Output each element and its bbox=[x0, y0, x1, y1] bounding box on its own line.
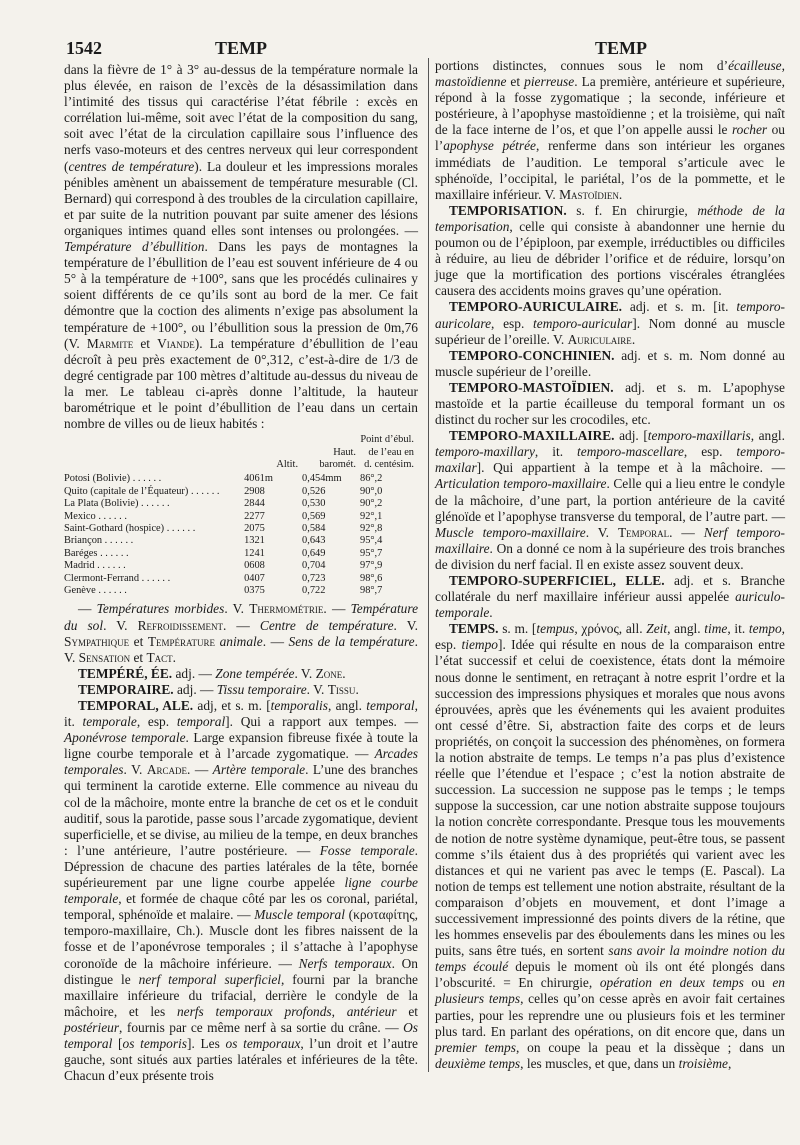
value-cell: 0,722 bbox=[302, 585, 326, 597]
text-run: , les muscles, et que, dans un bbox=[520, 1055, 679, 1071]
value-cell: 2075 bbox=[244, 523, 265, 534]
text-run: , angl. bbox=[750, 428, 785, 444]
text-run: tempo bbox=[748, 621, 782, 637]
text-run: temporo-maxillary bbox=[435, 444, 535, 460]
text-run: et bbox=[130, 649, 147, 665]
text-run: , l’un droit et l’autre gauche, sont situés aux parties latérales et inférieures de la tête. Chacun d’eux présente trois bbox=[64, 1035, 418, 1084]
text-run: temporo-auricolare bbox=[435, 299, 785, 331]
value-cell: 0,643 bbox=[302, 535, 326, 547]
text-run: . V. bbox=[123, 762, 147, 778]
table-row bbox=[64, 486, 418, 498]
text-run: , esp. bbox=[491, 315, 534, 331]
value-cell: 0,649 bbox=[302, 547, 326, 559]
text-run: TEMPORAL, ALE. bbox=[78, 698, 194, 713]
text-run: , bbox=[781, 58, 785, 73]
text-run: , fourni par la branche maxillaire inférieure du trifacial, derrière le condyle de la mâchoire, et les bbox=[64, 971, 418, 1019]
text-run: Fosse temporale bbox=[319, 842, 415, 858]
value-cell: 95°,4 bbox=[360, 535, 383, 547]
text-run: ]. Nom donné au muscle supérieur de l’oreille. V. bbox=[435, 315, 785, 347]
text-run: ou l’ bbox=[435, 122, 785, 154]
value-cell: 0407 bbox=[244, 572, 265, 584]
city-cell: Saint-Gothard (hospice) . . . . . . bbox=[64, 523, 196, 534]
text-run: , it. bbox=[727, 621, 749, 637]
text-run: TEMPORO-SUPERFICIEL, ELLE. bbox=[449, 573, 665, 588]
text-run: , angl. bbox=[327, 698, 367, 713]
text-run: Tissu temporaire bbox=[216, 681, 307, 697]
table-row bbox=[64, 523, 418, 535]
text-run: rocher bbox=[731, 122, 768, 138]
table-row bbox=[64, 511, 418, 523]
text-run: , esp. bbox=[435, 621, 786, 653]
text-run: adj. [ bbox=[614, 428, 648, 444]
text-run: . bbox=[618, 186, 623, 202]
text-run: . V. bbox=[393, 617, 418, 633]
text-run: , it. bbox=[534, 444, 578, 460]
value-cell: 1321 bbox=[244, 535, 265, 547]
text-run: Sympathique bbox=[64, 633, 130, 649]
text-run: . V. bbox=[294, 665, 316, 681]
text-run: nerfs temporaux profonds bbox=[176, 1003, 332, 1019]
paragraph bbox=[435, 203, 785, 300]
text-run: adj. et s. m. [it. bbox=[621, 299, 737, 315]
right-column bbox=[428, 58, 785, 1072]
text-run: adj. — bbox=[172, 665, 216, 681]
text-run: Température bbox=[147, 633, 216, 649]
value-cell: 0,584 bbox=[302, 523, 326, 534]
text-run: tiempo bbox=[461, 637, 498, 653]
paragraph bbox=[64, 601, 418, 665]
left-column-top-text bbox=[64, 62, 418, 432]
text-run: Température d’ébullition bbox=[64, 239, 205, 255]
text-run: , renferme dans son intérieur les organes immédiats de l’audition. Le temporal s’articule avec le sphénoïde, l’occipital, le pariétal, l’os de la pommette, et le maxillaire inférieur. V. bbox=[435, 138, 785, 202]
text-run: adj. et s. Branche collatérale du nerf maxillaire inférieur aussi appelée bbox=[435, 573, 785, 605]
text-run: Muscle temporo-maxillaire bbox=[435, 524, 586, 540]
value-cell: 2908 bbox=[244, 485, 265, 497]
text-run: ]. Idée qui résulte en nous de la comparaison entre l’état successif et celui de coexistence, états dont la mémoire nous donne le sentiment, en retraçant à notre esprit l’ordre et la succession des impressions physiques et morales que nous avons éprouvées, après que les événements qui les avaient produites ont cessé d’être. Si, abstraction faite des corps et de leurs propriétés, on conçoit la succession des phénomènes, on formera la notion abstraite de temps. Le temps n’a pas plus d’existence réelle que l’étendue et l’espace ; c’est la notion abstraite de succession. La succession ne suppose pas le temps ; le temps suppose la succession, car une notion abstraite suppose toujours la notion concrète correspondante. Presque tous les mouvements de notion de notre système dynamique, peut-être tous, se passent comme s’ils étaient dus à des propriétés qui varient avec les distances et qui ne varient pas avec le temps (E. Pascal). La notion de temps est tellement une notion abstraite, résultant de la comparaison d’objets en mouvement, et dont l’image a successivement impressionné des points divers de la rétine, que les hommes ensevelis par des éboulements dans les mines ou les puits, sans être tués, en sortent bbox=[435, 637, 786, 959]
text-run: apophyse pétrée bbox=[443, 138, 536, 154]
city-cell: La Plata (Bolivie) . . . . . . bbox=[64, 498, 170, 510]
text-run: Refroidissement bbox=[137, 617, 224, 633]
text-run: time bbox=[704, 621, 728, 637]
text-run: . La première, antérieure et supérieure, répond à la fosse zygomatique ; la seconde, inférieure et postérieure, à l’apophyse mastoïdienne ; et la troisième, qui naît de la face interne de l’os, et que l’on appelle aussi le bbox=[435, 74, 786, 138]
text-run: , on coupe la peau et la dissèque ; dans un bbox=[515, 1039, 785, 1055]
text-run: . — bbox=[323, 601, 351, 617]
text-run: temporo-maxillaris bbox=[647, 428, 751, 444]
text-run: Os temporal bbox=[64, 1019, 418, 1051]
table-row bbox=[64, 585, 418, 597]
value-cell: 92°,8 bbox=[360, 523, 383, 534]
text-run: postérieur bbox=[64, 1019, 120, 1035]
text-run: Artère temporale bbox=[212, 762, 306, 778]
city-cell: Clermont-Ferrand . . . . . . bbox=[64, 572, 171, 584]
text-run: ). La douleur et les impressions morales pénibles amènent un abaissement de température mesurable (Cl. Bernard) qui correspond à des troubles de la circulation capillaire, et par suite de la nutrition pouvant par suite amener des lésions organiques intimes quand elles sont intenses ou prolongées. — bbox=[64, 158, 418, 238]
paragraph bbox=[435, 58, 785, 203]
text-run: , bbox=[727, 1055, 732, 1071]
text-run: premier temps bbox=[435, 1039, 516, 1055]
text-run: temporale bbox=[82, 714, 137, 730]
text-run: . Celle qui a lieu entre le condyle de la mâchoire, d’une part, la portion antérieure de la cavité glénoïde et l’apophyse transverse du temporal, de l’autre part. — bbox=[435, 476, 785, 524]
value-cell: 0,723 bbox=[302, 572, 326, 584]
value-cell: 0,454mm bbox=[302, 473, 342, 485]
running-head-right: TEMP bbox=[595, 38, 647, 58]
left-column-bottom-text bbox=[64, 601, 418, 1084]
table-header: Point d’ébul. de l’eau en d. centésim. bbox=[360, 434, 414, 470]
paragraph bbox=[64, 698, 418, 1084]
text-run: opération en deux temps bbox=[599, 975, 744, 991]
text-run: Viande bbox=[157, 335, 195, 351]
text-run: ligne courbe temporale bbox=[64, 875, 418, 907]
table-row bbox=[64, 560, 418, 572]
table-row bbox=[64, 498, 418, 510]
text-run: , fournis par ce même nerf à sa sortie du crâne. — bbox=[119, 1019, 404, 1035]
text-run: . Dans les pays de montagnes la température de l’ébullition de l’eau est souvent inférieure de 4 ou 5° à la température de +100°, sans que les procédés culinaires y soient différents de ce qu’ils sont au bord de la mer. Ce fait démontre que la coction des aliments n’exige pas absolument la température de +100°, ou l’ébullition sous la pression de 0m,76 (V. bbox=[64, 239, 418, 351]
value-cell: 86°,2 bbox=[360, 473, 383, 485]
text-run: TEMPORISATION. bbox=[449, 202, 567, 218]
text-run: Marmite bbox=[86, 335, 134, 351]
text-run: TEMPORO-CONCHINIEN. bbox=[449, 347, 615, 363]
text-run: temporal bbox=[366, 698, 415, 713]
text-run: Zeit bbox=[646, 621, 668, 637]
text-run: et bbox=[133, 335, 158, 351]
table-header-row bbox=[64, 434, 418, 473]
text-run: depuis le moment où ils ont été plongés dans l’obscurité. = En chirurgie, bbox=[435, 959, 785, 991]
text-run: TEMPS. bbox=[449, 621, 499, 637]
paragraph bbox=[435, 621, 785, 1072]
text-run: TEMPORAIRE. bbox=[78, 681, 174, 697]
text-run: ou bbox=[743, 975, 773, 991]
text-run: , angl. bbox=[667, 621, 705, 637]
text-run: Zone bbox=[315, 665, 343, 681]
text-run: centres de température bbox=[68, 158, 195, 174]
text-run: et bbox=[506, 74, 525, 90]
right-column-text bbox=[435, 58, 785, 1072]
text-run: . bbox=[355, 681, 359, 697]
text-run: ]. Qui appartient à la tempe et à la mâchoire. — bbox=[476, 460, 785, 476]
text-run: portions distinctes, connues sous le nom d’ bbox=[435, 58, 729, 73]
left-column bbox=[64, 62, 418, 1084]
text-run: adj. et s. m. L’apophyse mastoïde et la partie écailleuse du temporal formant un os distinct du rocher sur les crocodiles, etc. bbox=[435, 379, 785, 428]
text-run: . — bbox=[223, 617, 260, 633]
text-run: en plusieurs temps bbox=[435, 975, 785, 1007]
value-cell: 4061m bbox=[244, 473, 273, 485]
text-run: . V. bbox=[306, 681, 328, 697]
text-run: . V. bbox=[64, 633, 418, 665]
text-run: Temporal bbox=[617, 524, 670, 540]
text-run: temporo-maxilar bbox=[435, 444, 785, 476]
running-head-left: TEMP bbox=[215, 38, 267, 58]
text-run: et bbox=[129, 633, 148, 649]
text-run: . bbox=[631, 331, 636, 347]
paragraph bbox=[64, 666, 418, 682]
text-run: Tissu bbox=[327, 681, 356, 697]
text-run: , celle qui consiste à abandonner une hernie du poumon ou de l’épiploon, par exemple, irréductibles ou difficiles à réduire, au lieu de débrider l’orifice et de réduire, lorsqu’on juge que la mortification des portions viscérales étranglées causera des accidents moins graves qu’une opération. bbox=[435, 218, 785, 299]
text-run: temporo-mascellare bbox=[577, 444, 684, 460]
text-run: Articulation temporo-maxillaire bbox=[435, 476, 607, 492]
text-run: troisième bbox=[678, 1055, 728, 1071]
text-run: mastoïdienne bbox=[435, 74, 507, 90]
text-run: ). La température d’ébullition de l’eau décroît à peu près exactement de 0°,312, c’est-à-dire de 1/3 de degré centigrade par 100 mètres d’altitude au-dessus du niveau de la mer. Le tableau ci-après donne l’altitude, la hauteur barométrique et le point d’ébullition de l’eau dans un certain nombre de villes ou de lieux habités : bbox=[64, 335, 418, 432]
table-row bbox=[64, 548, 418, 560]
text-run: . bbox=[489, 605, 493, 621]
value-cell: 0,526 bbox=[302, 485, 326, 497]
table-row bbox=[64, 535, 418, 547]
text-run: Zone tempérée bbox=[215, 665, 295, 681]
text-run: , esp. bbox=[683, 444, 737, 460]
text-run: Thermométrie bbox=[249, 601, 324, 617]
city-cell: Genève . . . . . . bbox=[64, 585, 127, 597]
value-cell: 2844 bbox=[244, 498, 265, 510]
paragraph bbox=[435, 299, 785, 347]
value-cell: 0,530 bbox=[302, 498, 326, 510]
text-run: auriculo-temporale bbox=[435, 589, 785, 621]
text-run: sans avoir la moindre notion du temps écoulé bbox=[435, 943, 785, 975]
text-run: Arcades temporales bbox=[64, 746, 418, 778]
text-run: . On distingue le bbox=[64, 955, 419, 987]
text-run: temporo-auricular bbox=[533, 315, 633, 331]
table-row bbox=[64, 573, 418, 585]
text-run: , et formée de chaque côté par les os coronal, pariétal, temporal, sphénoïde et malaire. — bbox=[64, 891, 418, 923]
text-run: TEMPÉRÉ, ÉE. bbox=[78, 665, 173, 681]
text-run: os temporaux bbox=[225, 1035, 301, 1051]
text-run: dans la fièvre de 1° à 3° au-dessus de la température normale la plus élevée, en raison de l’excès de la désassimilation dans l’intimité des tissus qui caractérise l’état fébrile : excès en corrélation lui-même, soit avec l’état de la composition du sang, soit avec l’état de la circulation capillaire sous l’influence des nerfs vaso-moteurs et des centres nerveux qui leur correspondent ( bbox=[64, 62, 418, 174]
text-run: . — bbox=[187, 762, 213, 778]
paragraph bbox=[435, 380, 785, 428]
text-run: nerf temporal superficiel bbox=[138, 971, 281, 987]
text-run: . V. bbox=[224, 601, 250, 617]
text-run: , it. bbox=[64, 698, 418, 730]
paragraph bbox=[64, 682, 418, 698]
text-run: . bbox=[172, 649, 176, 665]
text-run: . — bbox=[669, 524, 704, 540]
text-run: . Large expansion fibreuse fixée à toute la ligne courbe temporale et à l’arcade zygomatique. — bbox=[64, 730, 419, 762]
city-cell: Quito (capitale de l’Équateur) . . . . . . bbox=[64, 485, 220, 497]
text-run: TEMPORO-MAXILLAIRE. bbox=[449, 428, 615, 444]
value-cell: 98°,6 bbox=[360, 572, 383, 584]
text-run: os temporis bbox=[122, 1035, 187, 1051]
text-run: antérieur bbox=[346, 1003, 397, 1019]
text-run: Centre de température bbox=[259, 617, 394, 633]
text-run: Température du sol bbox=[64, 601, 419, 633]
text-run: ]. Qui a rapport aux tempes. — bbox=[225, 714, 419, 730]
value-cell: 92°,1 bbox=[360, 510, 383, 522]
text-run: méthode de la temporisation bbox=[435, 202, 785, 234]
value-cell: 0,704 bbox=[302, 560, 326, 572]
text-run: deuxième temps bbox=[435, 1055, 521, 1071]
value-cell: 90°,0 bbox=[360, 485, 383, 497]
city-cell: Briançon . . . . . . bbox=[64, 535, 134, 547]
text-run: — bbox=[78, 601, 97, 617]
text-run: [ bbox=[112, 1035, 123, 1051]
text-run: . — bbox=[262, 633, 289, 649]
paragraph bbox=[64, 62, 418, 432]
city-cell: Mexico . . . . . . bbox=[64, 510, 127, 522]
value-cell: 1241 bbox=[244, 547, 265, 559]
text-run: adj, et s. m. [ bbox=[193, 698, 271, 713]
text-run: , χρόνος, all. bbox=[574, 621, 647, 637]
value-cell: 97°,9 bbox=[360, 560, 383, 572]
value-cell: 0375 bbox=[244, 585, 265, 597]
text-run: Nerfs temporaux bbox=[298, 955, 392, 971]
text-run: TEMPORO-AURICULAIRE. bbox=[449, 299, 622, 315]
text-run: animale bbox=[219, 633, 263, 649]
text-run: temporal bbox=[176, 714, 226, 730]
city-cell: Madrid . . . . . . bbox=[64, 560, 126, 572]
table-header: Altit. bbox=[276, 458, 299, 470]
table-row bbox=[64, 473, 418, 485]
value-cell: 95°,7 bbox=[360, 547, 383, 559]
value-cell: 90°,2 bbox=[360, 498, 383, 510]
text-run: temporalis bbox=[270, 698, 328, 713]
text-run: Nerf temporo-maxillaire bbox=[435, 524, 785, 556]
text-run: Aponévrose temporale bbox=[64, 730, 186, 746]
text-run: , celles qu’on cesse après en avoir fait certaines parties, pour les reprendre une ou plusieurs fois et les terminer plus tard. En parlant des opérations, on dit encore que, dans un bbox=[435, 991, 785, 1039]
table-header: Haut. baromét. bbox=[319, 446, 356, 470]
value-cell: 0608 bbox=[244, 560, 265, 572]
text-run: . bbox=[342, 665, 346, 681]
table-header bbox=[64, 434, 244, 473]
text-run: Sens de la température bbox=[288, 633, 415, 649]
boiling-point-table bbox=[64, 434, 418, 597]
text-run: . On a donné ce nom à la supérieure des trois branches de division du nerf facial. Il en existe assez souvent deux. bbox=[435, 540, 785, 572]
text-run: tempus bbox=[536, 621, 575, 637]
text-run: Tact bbox=[146, 649, 173, 665]
text-run: Mastoïdien bbox=[559, 186, 619, 202]
text-run: . L’une des branches qui terminent la carotide externe. Elle commence au niveau du col de la mâchoire, monte entre la branche de cet os et le conduit auditif, sous la parotide, passe sous l’arcade zygomatique, devient superficielle, et se divise, au milieu de la tempe, en deux branches : l’une antérieure, l’autre postérieure. — bbox=[64, 762, 419, 858]
text-run: pierreuse bbox=[524, 74, 575, 90]
text-run: Auriculaire bbox=[567, 331, 632, 347]
text-run: s. f. En chirurgie, bbox=[566, 202, 698, 218]
text-run: écailleuse bbox=[728, 58, 782, 73]
text-run: . V. bbox=[103, 617, 138, 633]
page-number: 1542 bbox=[66, 38, 102, 58]
table-body bbox=[64, 473, 418, 597]
text-run: , bbox=[331, 1003, 347, 1019]
text-run: . Dépression de chacune des parties latérales de la tête, bornée supérieurement par une ligne courbe appelée bbox=[64, 842, 419, 891]
text-run: Températures morbides bbox=[96, 601, 225, 617]
text-run: adj. et s. m. Nom donné au muscle supérieur de l’oreille. bbox=[435, 347, 785, 379]
city-cell: Potosi (Bolivie) . . . . . . bbox=[64, 473, 162, 485]
paragraph bbox=[435, 348, 785, 380]
paragraph bbox=[435, 428, 785, 573]
text-run: , esp. bbox=[136, 714, 177, 730]
text-run: Sensation bbox=[78, 649, 131, 665]
text-run: . V. bbox=[585, 524, 618, 540]
text-run: adj. — bbox=[173, 681, 217, 697]
text-run: ]. Les bbox=[186, 1035, 226, 1051]
value-cell: 98°,7 bbox=[360, 585, 383, 597]
text-run: s. m. [ bbox=[498, 621, 537, 637]
text-run: TEMPORO-MASTOÏDIEN. bbox=[449, 379, 614, 395]
paragraph bbox=[435, 573, 785, 621]
text-run: et bbox=[396, 1003, 418, 1019]
text-run: Muscle temporal bbox=[254, 907, 345, 923]
text-run: (κροταφίτης, temporo-maxillaire, Ch.). Muscle dont les fibres naissent de la fosse et de l’aponévrose temporales ; il s’attache à l’apophyse coronoïde de la mâchoire inférieure. — bbox=[64, 907, 418, 971]
text-run: Arcade bbox=[146, 762, 188, 778]
city-cell: Baréges . . . . . . bbox=[64, 547, 129, 559]
value-cell: 2277 bbox=[244, 510, 265, 522]
value-cell: 0,569 bbox=[302, 510, 326, 522]
